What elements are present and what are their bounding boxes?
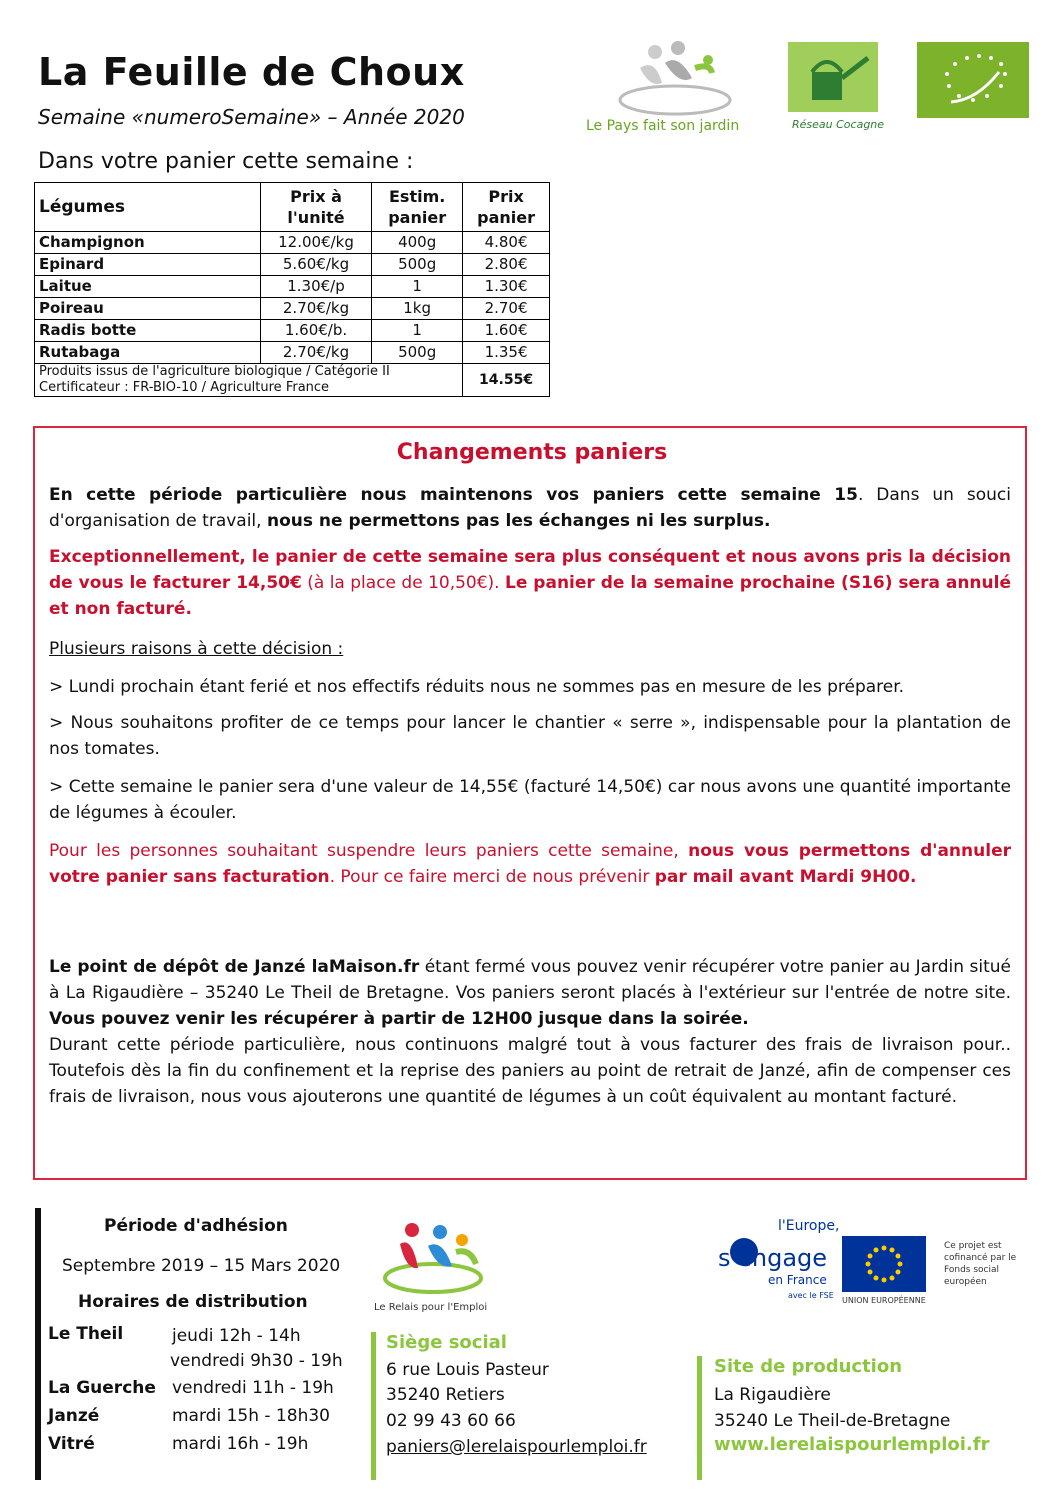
website-link[interactable]: www.lerelaispourlemploi.fr [714,1434,990,1455]
schedule-place [48,1348,170,1374]
p2-text: (à la place de 10,50€). [301,573,506,593]
reason-holiday: > Lundi prochain étant ferié et nos effectifs réduits nous ne sommes pas en mesure de les préparer. [49,677,905,697]
p7-text: Pour les personnes souhaitant suspendre leurs paniers cette semaine, [49,841,689,861]
basket-price: 1.35€ [463,342,550,364]
schedule-row [48,1374,368,1402]
siege-email-link[interactable]: paniers@lerelaispourlemploi.fr [386,1437,647,1457]
unit-price: 1.30€/p [260,276,371,298]
reason-greenhouse: > Nous souhaitons profiter de ce temps pour lancer le chantier « serre », indispensable pour la plantation de nos tomates. [49,713,1011,759]
adhesion-dates: Septembre 2019 – 15 Mars 2020 [62,1256,341,1276]
table-footer-row [35,364,550,397]
siege-title: Siège social [386,1332,507,1353]
col-header-legumes: Légumes [35,183,261,232]
watering-can-icon [788,42,878,112]
p2-bold2: Le panier de la semaine prochaine (S16) sera annulé et non facturé. [49,573,1011,619]
siege-phone: 02 99 43 60 66 [386,1411,516,1431]
eu-stars-icon [842,1236,926,1292]
estimate: 500g [372,254,463,276]
estimate: 500g [372,342,463,364]
estimate: 1kg [372,298,463,320]
horaires-title: Horaires de distribution [78,1292,308,1312]
schedule-time: vendredi 9h30 - 19h [170,1351,343,1371]
unit-price: 2.70€/kg [260,298,371,320]
schedule-row [48,1402,368,1430]
paragraph-depot [49,954,1011,1032]
europe-engage-logo [716,1212,840,1304]
eu-flag [842,1236,926,1292]
pays-jardin-icon [600,38,750,118]
site-city: 35240 Le Theil-de-Bretagne [714,1411,951,1431]
veg-name: Champignon [35,232,261,254]
certification-line-1: Produits issus de l'agriculture biologique / Catégorie II [39,364,390,379]
certification-line-2: Certificateur : FR-BIO-10 / Agriculture France [39,380,330,395]
pays-jardin-caption: Le Pays fait son jardin [586,118,740,134]
table-row [35,232,550,254]
siege-street: 6 rue Louis Pasteur [386,1360,549,1380]
adhesion-title: Période d'adhésion [104,1216,288,1236]
schedule-place: La Guerche [48,1378,156,1398]
pays-jardin-logo [586,38,750,138]
paragraph-delivery-fees: Durant cette période particulière, nous continuons malgré tout à vous facturer des frais de livraison pour.. Toutefois dès la fin du confinement et la reprise des paniers au point de retrait de Janzé, afin de compenser ces frais de livraison, nous vous ajouterons une quantité de légumes à un coût équivalent au montant facturé. [49,1035,1011,1107]
svg-text:s'engage: s'engage [718,1244,828,1272]
schedule-time: vendredi 11h - 19h [172,1378,334,1398]
basket-heading: Dans votre panier cette semaine : [38,149,414,174]
svg-text:en France: en France [768,1273,827,1287]
certification-note [35,364,463,397]
schedule-row [48,1348,368,1374]
basket-price: 4.80€ [463,232,550,254]
table-row [35,254,550,276]
relais-caption: Le Relais pour l'Emploi [374,1302,488,1313]
p8-text: étant fermé vous pouvez venir récupérer votre panier au Jardin situé à La Rigaudière – 35240 Le Theil de Bretagne. Vos paniers seront placés à l'extérieur sur l'entrée de notre site. [49,957,1011,1003]
siege-city: 35240 Retiers [386,1385,505,1405]
basket-total: 14.55€ [463,364,550,397]
schedule-place: Vitré [48,1434,95,1454]
page-title: La Feuille de Choux [38,50,465,94]
vegetable-price-table [34,182,550,397]
svg-text:l'Europe,: l'Europe, [778,1218,840,1234]
relais-people-icon [378,1218,488,1298]
svg-text:avec le FSE: avec le FSE [788,1291,834,1300]
schedule-time: mardi 16h - 19h [172,1434,309,1454]
veg-name: Epinard [35,254,261,276]
veg-name: Poireau [35,298,261,320]
unit-price: 1.60€/b. [260,320,371,342]
unit-price: 2.70€/kg [260,342,371,364]
col-header-estimate: Estim. panier [372,183,463,232]
col-header-unit-price: Prix à l'unité [260,183,371,232]
unit-price: 5.60€/kg [260,254,371,276]
organic-leaf-icon [917,42,1029,118]
p7-bold2: par mail avant Mardi 9H00. [654,867,917,887]
p7-bold: nous vous permettons d'annuler votre panier sans facturation [49,841,1011,887]
distribution-schedule [48,1324,368,1458]
estimate: 1 [372,276,463,298]
table-row [35,298,550,320]
unit-price: 12.00€/kg [260,232,371,254]
basket-price: 2.70€ [463,298,550,320]
p8-bold2: Vous pouvez venir les récupérer à partir de 12H00 jusque dans la soirée. [49,1009,749,1029]
basket-changes-box [33,426,1027,1180]
basket-price: 1.60€ [463,320,550,342]
p8-bold: Le point de dépôt de Janzé laMaison.fr [49,957,420,977]
site-green-bar [697,1356,702,1480]
eu-caption: UNION EUROPÉENNE [842,1296,926,1305]
p1-bold2: nous ne permettons pas les échanges ni les surplus. [266,511,771,531]
p7-text2: . Pour ce faire merci de nous prévenir [329,867,655,887]
basket-price: 1.30€ [463,276,550,298]
box-title: Changements paniers [396,440,668,465]
eu-organic-logo [917,42,1029,118]
week-subtitle: Semaine «numeroSemaine» – Année 2020 [38,105,465,129]
footer-left-bar [35,1208,41,1480]
schedule-place: Le Theil [48,1324,124,1344]
veg-name: Radis botte [35,320,261,342]
schedule-row [48,1324,368,1348]
site-place: La Rigaudière [714,1385,831,1405]
veg-name: Laitue [35,276,261,298]
paragraph-suspend [49,838,1011,890]
paragraph-exception [49,544,1011,622]
paragraph-maintain [49,482,1011,534]
relais-emploi-logo [374,1218,514,1318]
table-row [35,320,550,342]
p2-bold: Exceptionnellement, le panier de cette semaine sera plus conséquent et nous avons pris la décision de vous le facturer 14,50€ [49,547,1011,593]
schedule-place: Janzé [48,1406,100,1426]
table-row [35,342,550,364]
europe-engage-icon [716,1212,840,1304]
estimate: 1 [372,320,463,342]
siege-green-bar [371,1332,376,1480]
schedule-row [48,1430,368,1458]
estimate: 400g [372,232,463,254]
schedule-time: jeudi 12h - 14h [172,1326,301,1346]
table-row [35,276,550,298]
reasons-heading: Plusieurs raisons à cette décision : [49,639,344,659]
table-header-row [35,183,550,232]
reseau-cocagne-logo [778,40,888,140]
fse-note: Ce projet est cofinancé par le Fonds social européen [944,1241,1017,1287]
veg-name: Rutabaga [35,342,261,364]
p1-text: . Dans un souci d'organisation de travail, [49,485,1011,531]
reason-value: > Cette semaine le panier sera d'une valeur de 14,55€ (facturé 14,50€) car nous avons une quantité importante de légumes à écouler. [49,777,1011,823]
schedule-time: mardi 15h - 18h30 [172,1406,330,1426]
p1-bold: En cette période particulière nous maintenons vos paniers cette semaine 15 [49,485,858,505]
site-title: Site de production [714,1356,903,1377]
col-header-basket-price: Prix panier [463,183,550,232]
reseau-cocagne-caption: Réseau Cocagne [792,118,885,131]
basket-price: 2.80€ [463,254,550,276]
